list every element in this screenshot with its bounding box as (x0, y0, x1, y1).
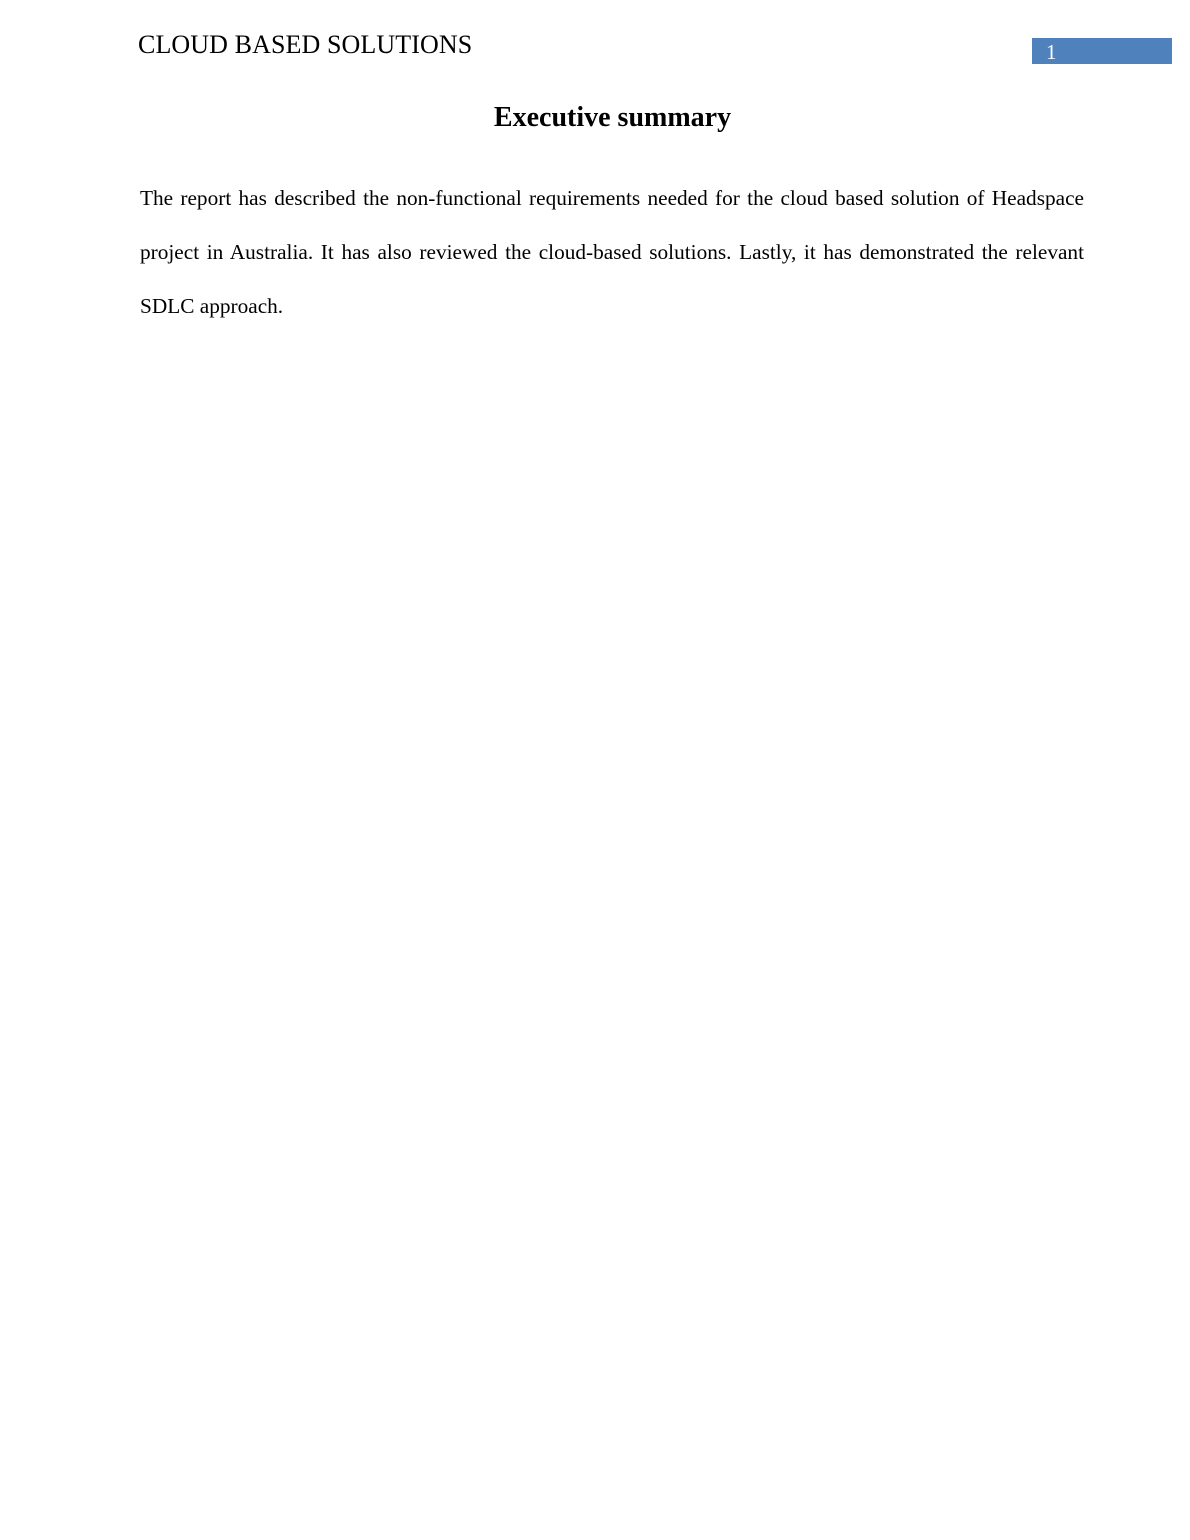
page-number-badge (1032, 38, 1172, 64)
section-heading: Executive summary (493, 102, 732, 133)
executive-summary-paragraph: The report has described the non-functional requirements needed for the cloud based solution of Headspace project in Australia. It has also reviewed the cloud-based solutions. Lastly, it has demonstrated the relevant SDLC approach. (140, 186, 1084, 318)
page-number: 1 (1046, 40, 1057, 64)
running-header-title: CLOUD BASED SOLUTIONS (138, 30, 473, 59)
